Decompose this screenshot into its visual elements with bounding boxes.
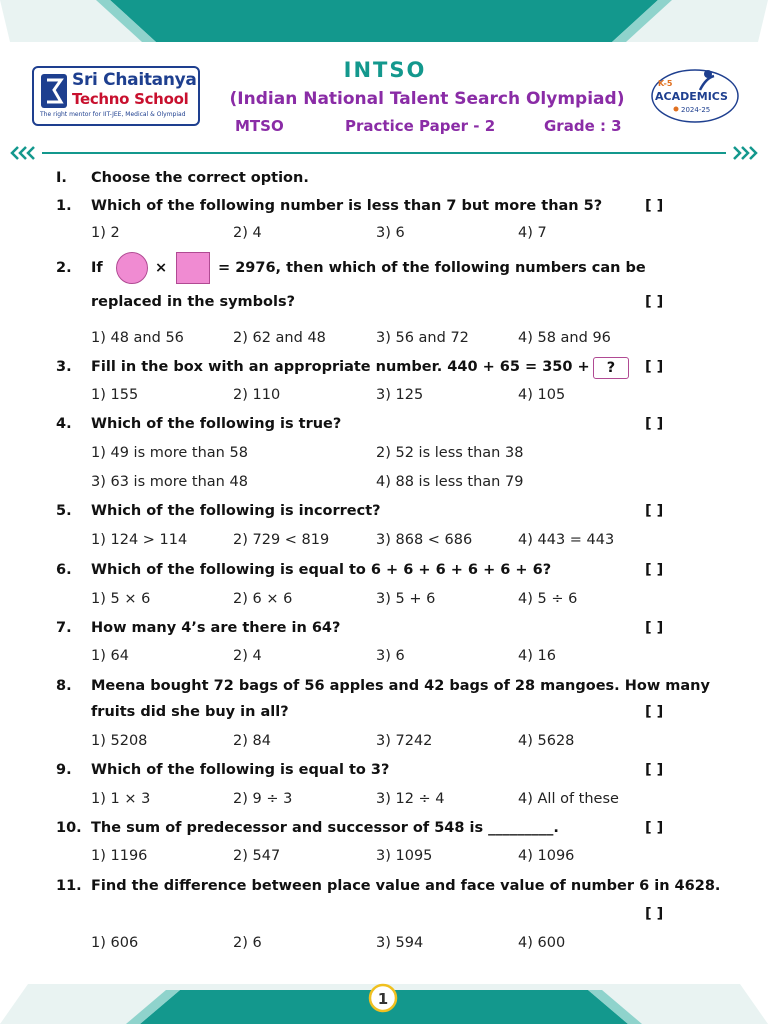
option-3[interactable]: 3) 12 ÷ 4	[376, 791, 445, 807]
option-2[interactable]: 2) 6	[233, 935, 262, 951]
question-text: = 2976, then which of the following numbers can be	[218, 260, 646, 276]
question-text: The sum of predecessor and successor of 548 is _________.	[91, 820, 559, 836]
option-3[interactable]: 3) 5 + 6	[376, 591, 436, 607]
grade-label: Grade : 3	[544, 117, 622, 135]
question-text: fruits did she buy in all?	[91, 704, 289, 720]
question-text: Meena bought 72 bags of 56 apples and 42 bags of 28 mangoes. How many	[91, 678, 710, 694]
answer-bracket[interactable]: [ ]	[645, 820, 664, 836]
option-3[interactable]: 3) 1095	[376, 848, 433, 864]
question-number: 7.	[56, 620, 72, 636]
answer-bracket[interactable]: [ ]	[645, 359, 664, 375]
school-logo	[32, 66, 200, 126]
answer-bracket[interactable]: [ ]	[645, 503, 664, 519]
section-number: I.	[56, 170, 67, 186]
option-2[interactable]: 2) 4	[233, 648, 262, 664]
option-4[interactable]: 4) 5628	[518, 733, 575, 749]
option-4[interactable]: 4) 600	[518, 935, 566, 951]
option-3[interactable]: 3) 868 < 686	[376, 532, 473, 548]
option-4[interactable]: 4) 5 ÷ 6	[518, 591, 578, 607]
header-divider	[8, 144, 760, 162]
option-4[interactable]: 4) 88 is less than 79	[376, 474, 524, 490]
question-number: 8.	[56, 678, 72, 694]
option-1[interactable]: 1) 2	[91, 225, 120, 241]
option-1[interactable]: 1) 1196	[91, 848, 148, 864]
question-number: 6.	[56, 562, 72, 578]
option-1[interactable]: 1) 155	[91, 387, 139, 403]
circle-symbol-icon	[116, 252, 148, 284]
badge-year: 2024-25	[681, 106, 711, 114]
answer-bracket[interactable]: [ ]	[645, 906, 664, 922]
question-number: 4.	[56, 416, 72, 432]
option-3[interactable]: 3) 6	[376, 648, 405, 664]
question-number: 11.	[56, 878, 82, 894]
option-2[interactable]: 2) 547	[233, 848, 281, 864]
page-title: INTSO	[343, 58, 427, 82]
answer-bracket[interactable]: [ ]	[645, 762, 664, 778]
paper-name: Practice Paper - 2	[345, 117, 496, 135]
option-2[interactable]: 2) 62 and 48	[233, 330, 326, 346]
page-number: 1	[377, 990, 389, 1008]
option-4[interactable]: 4) 443 = 443	[518, 532, 615, 548]
answer-bracket[interactable]: [ ]	[645, 198, 664, 214]
question-text: Find the difference between place value and face value of number 6 in 4628.	[91, 878, 721, 894]
times-sign: ×	[155, 260, 168, 276]
answer-bracket[interactable]: [ ]	[645, 620, 664, 636]
option-2[interactable]: 2) 6 × 6	[233, 591, 293, 607]
logo-subtitle: Techno School	[72, 90, 189, 108]
option-4[interactable]: 4) 7	[518, 225, 547, 241]
option-1[interactable]: 1) 124 > 114	[91, 532, 188, 548]
question-text: Which of the following is incorrect?	[91, 503, 381, 519]
question-number: 1.	[56, 198, 72, 214]
option-1[interactable]: 1) 64	[91, 648, 129, 664]
question-number: 2.	[56, 260, 72, 276]
answer-bracket[interactable]: [ ]	[645, 294, 664, 310]
question-text: If	[91, 260, 103, 276]
question-number: 5.	[56, 503, 72, 519]
question-text: Which of the following number is less than 7 but more than 5?	[91, 198, 603, 214]
question-text: How many 4’s are there in 64?	[91, 620, 341, 636]
logo-tagline: The right mentor for IIT-JEE, Medical & Olympiad	[40, 111, 186, 118]
option-4[interactable]: 4) 58 and 96	[518, 330, 611, 346]
question-text: Fill in the box with an appropriate number. 440 + 65 = 350 +	[91, 359, 590, 375]
question-2	[0, 252, 768, 286]
badge-k5: K-5	[658, 79, 673, 88]
option-2[interactable]: 2) 729 < 819	[233, 532, 330, 548]
option-1[interactable]: 1) 5208	[91, 733, 148, 749]
option-3[interactable]: 3) 7242	[376, 733, 433, 749]
option-2[interactable]: 2) 84	[233, 733, 271, 749]
answer-bracket[interactable]: [ ]	[645, 562, 664, 578]
answer-bracket[interactable]: [ ]	[645, 416, 664, 432]
logo-title: Sri Chaitanya	[72, 70, 197, 90]
option-4[interactable]: 4) All of these	[518, 791, 619, 807]
option-3[interactable]: 3) 6	[376, 225, 405, 241]
option-1[interactable]: 1) 48 and 56	[91, 330, 184, 346]
option-3[interactable]: 3) 63 is more than 48	[91, 474, 248, 490]
option-3[interactable]: 3) 594	[376, 935, 424, 951]
option-4[interactable]: 4) 1096	[518, 848, 575, 864]
question-number: 9.	[56, 762, 72, 778]
option-2[interactable]: 2) 4	[233, 225, 262, 241]
option-2[interactable]: 2) 52 is less than 38	[376, 445, 524, 461]
exam-name: MTSO	[235, 117, 284, 135]
answer-bracket[interactable]: [ ]	[645, 704, 664, 720]
section-instruction: Choose the correct option.	[91, 170, 309, 186]
option-3[interactable]: 3) 125	[376, 387, 424, 403]
question-text: Which of the following is equal to 6 + 6 + 6 + 6 + 6 + 6?	[91, 562, 552, 578]
option-3[interactable]: 3) 56 and 72	[376, 330, 469, 346]
option-4[interactable]: 4) 105	[518, 387, 566, 403]
option-1[interactable]: 1) 49 is more than 58	[91, 445, 248, 461]
header-band	[0, 0, 768, 48]
question-text: Which of the following is equal to 3?	[91, 762, 390, 778]
question-number: 3.	[56, 359, 72, 375]
question-text: replaced in the symbols?	[91, 294, 295, 310]
academics-badge	[650, 66, 740, 124]
logo-emblem-icon	[41, 74, 67, 108]
option-2[interactable]: 2) 9 ÷ 3	[233, 791, 293, 807]
option-1[interactable]: 1) 606	[91, 935, 139, 951]
option-1[interactable]: 1) 1 × 3	[91, 791, 151, 807]
square-symbol-icon	[176, 252, 210, 284]
footer-band	[0, 966, 768, 1024]
question-text: Which of the following is true?	[91, 416, 342, 432]
page-subtitle: (Indian National Talent Search Olympiad)	[229, 89, 625, 109]
badge-academics: ACADEMICS	[655, 90, 728, 103]
option-4[interactable]: 4) 16	[518, 648, 556, 664]
option-1[interactable]: 1) 5 × 6	[91, 591, 151, 607]
question-number: 10.	[56, 820, 82, 836]
option-2[interactable]: 2) 110	[233, 387, 281, 403]
answer-box[interactable]: ?	[593, 357, 629, 379]
